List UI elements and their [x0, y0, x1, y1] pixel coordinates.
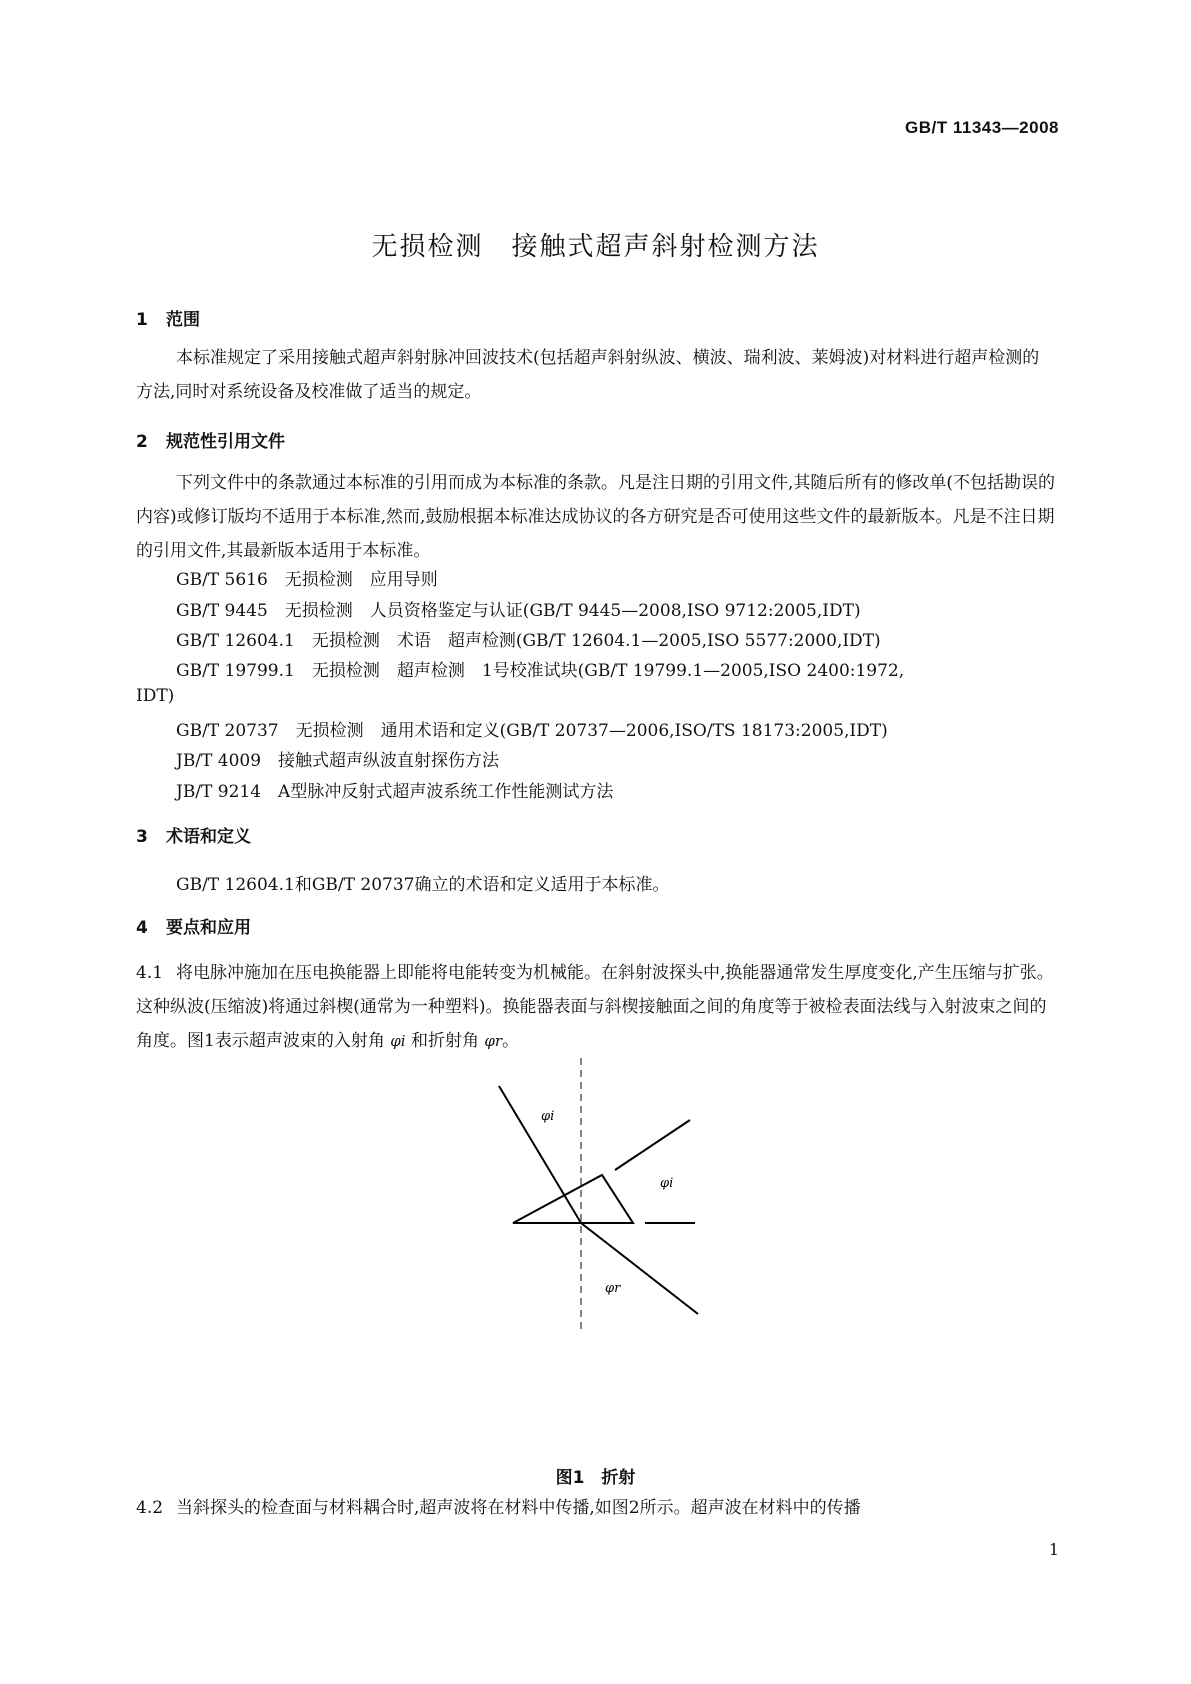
- reference-item: JB/T 9214 A型脉冲反射式超声波系统工作性能测试方法: [176, 782, 614, 802]
- section-title: 要点和应用: [166, 918, 251, 938]
- figure-caption: 图1 折射: [555, 1468, 636, 1488]
- refracted-beam: [581, 1223, 698, 1314]
- document-title: 无损检测 接触式超声斜射检测方法: [371, 232, 820, 262]
- refraction-angle-symbol: φr: [484, 1032, 503, 1050]
- page-number: 1: [1048, 1540, 1059, 1559]
- section-number: 4: [136, 918, 148, 938]
- incident-beam: [499, 1086, 581, 1223]
- clause-number: 4.1: [136, 963, 164, 983]
- terms-paragraph: GB/T 12604.1和GB/T 20737确立的术语和定义适用于本标准。: [176, 875, 670, 895]
- reference-item: GB/T 19799.1 无损检测 超声检测 1号校准试块(GB/T 19799.1—2005,ISO 2400:1972,: [176, 661, 905, 681]
- phi-i-label-right: φi: [660, 1176, 674, 1191]
- clause-number: 4.2: [136, 1498, 164, 1518]
- scope-paragraph: 本标准规定了采用接触式超声斜射脉冲回波技术(包括超声斜射纵波、横波、瑞利波、莱姆波)对材料进行超声检测的方法,同时对系统设备及校准做了适当的规定。: [136, 348, 1040, 402]
- incidence-angle-symbol: φi: [390, 1032, 406, 1050]
- section-title: 规范性引用文件: [166, 432, 285, 452]
- reference-item: GB/T 20737 无损检测 通用术语和定义(GB/T 20737—2006,ISO/TS 18173:2005,IDT): [176, 721, 888, 741]
- section-title: 术语和定义: [166, 827, 251, 847]
- references-intro-paragraph: 下列文件中的条款通过本标准的引用而成为本标准的条款。凡是注日期的引用文件,其随后所有的修改单(不包括勘误的内容)或修订版均不适用于本标准,然而,鼓励根据本标准达成协议的各方研究是否可使用这些文件的最新版本。凡是不注日期的引用文件,其最新版本适用于本标准。: [136, 473, 1056, 561]
- wedge-triangle: [513, 1175, 633, 1223]
- reference-item-continuation: IDT): [136, 686, 175, 706]
- section-number: 1: [136, 310, 148, 330]
- phi-i-label-top: φi: [541, 1109, 555, 1124]
- section-title: 范围: [166, 310, 200, 330]
- section-number: 3: [136, 827, 148, 847]
- clause-text-mid: 和折射角: [410, 1031, 479, 1051]
- standard-number: GB/T 11343—2008: [905, 118, 1059, 137]
- reference-item: GB/T 9445 无损检测 人员资格鉴定与认证(GB/T 9445—2008,ISO 9712:2005,IDT): [176, 601, 861, 621]
- clause-text-end: 。: [502, 1031, 520, 1051]
- phi-r-label: φr: [605, 1281, 621, 1296]
- clause-text: 将电脉冲施加在压电换能器上即能将电能转变为机械能。在斜射波探头中,换能器通常发生厚度变化,产生压缩与扩张。这种纵波(压缩波)将通过斜楔(通常为一种塑料)。换能器表面与斜楔接触面之间的角度等于被检表面法线与入射波束之间的角度。图1表示超声波束的入射角: [136, 963, 1054, 1051]
- reference-item: JB/T 4009 接触式超声纵波直射探伤方法: [176, 751, 500, 771]
- section-number: 2: [136, 432, 148, 452]
- reference-item: GB/T 5616 无损检测 应用导则: [176, 570, 438, 590]
- clause-4-2: [136, 1491, 1056, 1525]
- transducer-face-line: [615, 1120, 690, 1170]
- clause-text: 当斜探头的检查面与材料耦合时,超声波将在材料中传播,如图2所示。超声波在材料中的传播: [176, 1498, 861, 1518]
- reference-item: GB/T 12604.1 无损检测 术语 超声检测(GB/T 12604.1—2005,ISO 5577:2000,IDT): [176, 631, 881, 651]
